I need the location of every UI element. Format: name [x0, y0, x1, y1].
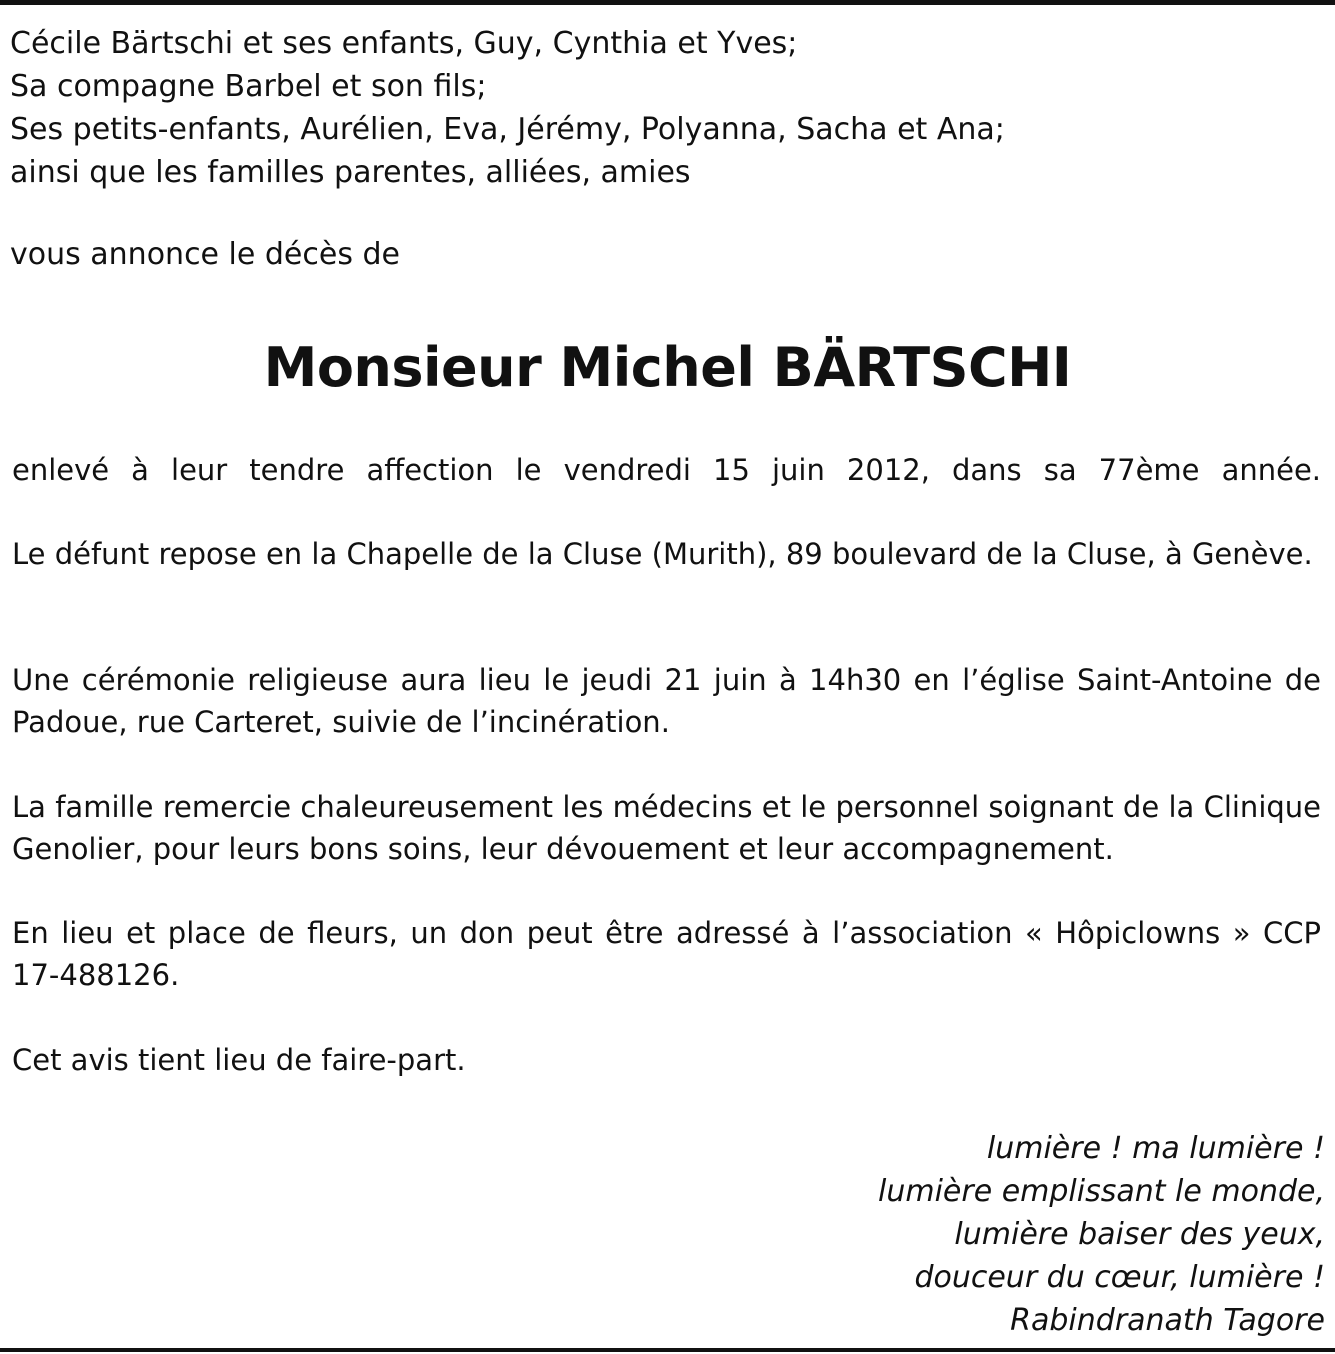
bottom-border-rule	[0, 1348, 1335, 1352]
family-line: Cécile Bärtschi et ses enfants, Guy, Cynthia et Yves;	[10, 26, 798, 61]
poem-line: lumière ! ma lumière !	[986, 1131, 1325, 1166]
poem-line: lumière baiser des yeux,	[954, 1217, 1325, 1252]
announcement-text: vous annonce le décès de	[10, 237, 400, 272]
family-line: Ses petits-enfants, Aurélien, Eva, Jérémy, Polyanna, Sacha et Ana;	[10, 112, 1005, 147]
family-line: Sa compagne Barbel et son fils;	[10, 69, 487, 104]
top-border-rule	[0, 0, 1335, 5]
family-list	[10, 22, 1320, 194]
thanks-paragraph: La famille remercie chaleureusement les médecins et le personnel soignant de la Clinique Genolier, pour leurs bons soins, leur dévouement et leur accompagnement.	[12, 790, 1321, 866]
ceremony-paragraph: Une cérémonie religieuse aura lieu le jeudi 21 juin à 14h30 en l’église Saint-Antoine de Padoue, rue Carteret, suivie de l’incinération.	[12, 663, 1321, 739]
deceased-name-heading: Monsieur Michel BÄRTSCHI	[263, 336, 1072, 399]
family-line: ainsi que les familles parentes, alliées, amies	[10, 155, 691, 190]
donation-paragraph: En lieu et place de fleurs, un don peut être adressé à l’association « Hôpiclowns » CCP 17-488126.	[12, 916, 1321, 992]
notice-paragraph: Cet avis tient lieu de faire-part.	[12, 1043, 466, 1077]
poem-line: lumière emplissant le monde,	[878, 1174, 1325, 1209]
poem-author: Rabindranath Tagore	[1010, 1303, 1325, 1338]
poem-quote	[625, 1127, 1325, 1342]
resting-place-paragraph: Le défunt repose en la Chapelle de la Cluse (Murith), 89 boulevard de la Cluse, à Genève.	[12, 537, 1313, 571]
poem-line: douceur du cœur, lumière !	[914, 1260, 1325, 1295]
death-date-paragraph: enlevé à leur tendre affection le vendredi 15 juin 2012, dans sa 77ème année.	[12, 453, 1321, 487]
